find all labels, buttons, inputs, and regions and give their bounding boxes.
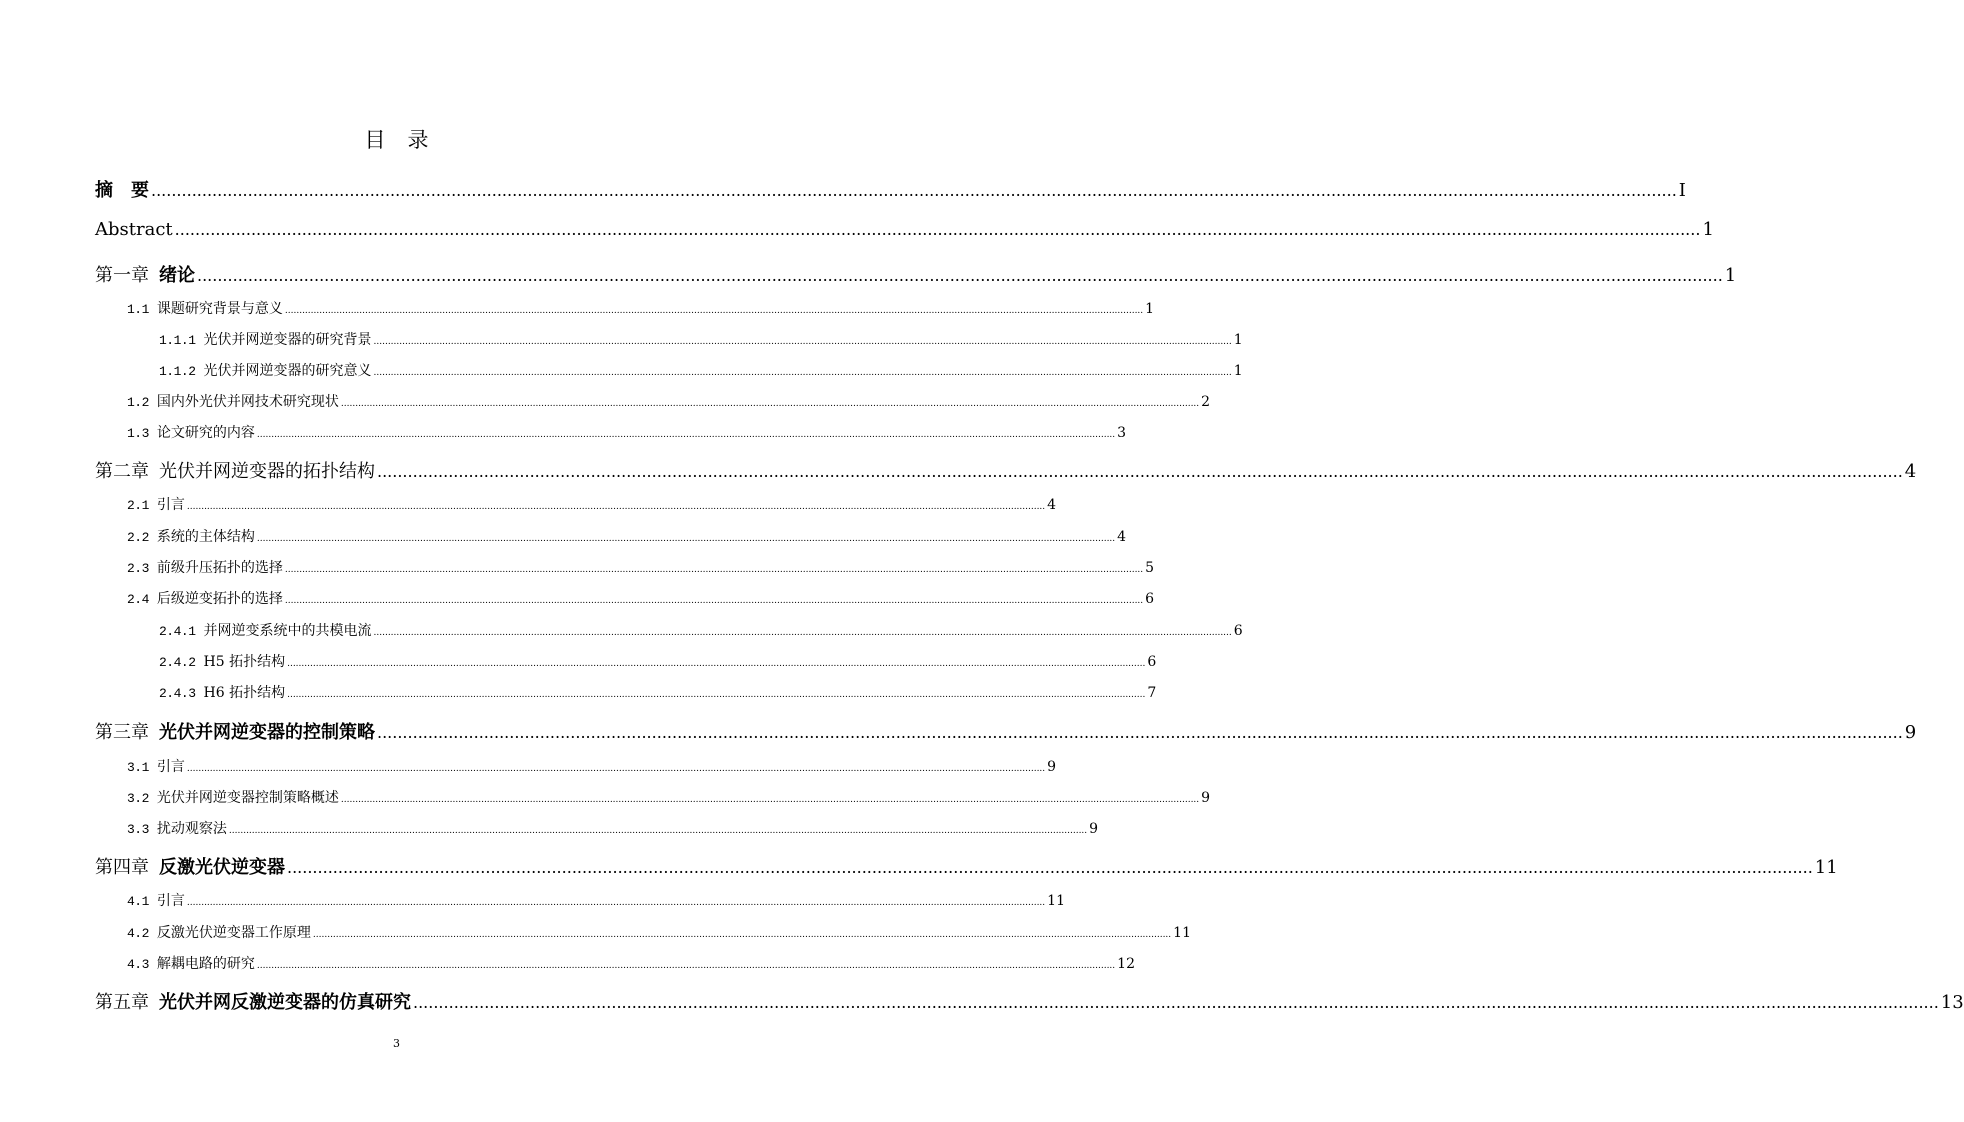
toc-entry-text: 扰动观察法 xyxy=(156,821,227,837)
toc-leader-dots: ............................................................................................................................................................................................................................................................................................................ xyxy=(284,306,1144,316)
toc-page-number: 11 xyxy=(1173,925,1191,941)
toc-entry-label xyxy=(95,176,149,202)
toc-leader-dots: ............................................................................................................................................................................................................................................................................................................ xyxy=(284,596,1144,606)
toc-entry-text: H5 拓扑结构 xyxy=(203,654,286,670)
toc-entry-text: 光伏并网逆变器的控制策略 xyxy=(159,722,375,743)
toc-entry-number: 3.1 xyxy=(127,760,149,775)
toc-entry[interactable] xyxy=(127,391,1211,411)
toc-entry-text: 光伏并网逆变器的研究意义 xyxy=(203,363,372,379)
toc-entry[interactable] xyxy=(127,494,1057,514)
toc-entry-number: 第一章 xyxy=(95,265,149,286)
toc-entry[interactable] xyxy=(127,422,1127,442)
toc-entry-label xyxy=(127,953,255,973)
toc-leader-dots: ............................................................................................................................................................................................................................................................................................................ xyxy=(228,826,1088,836)
toc-entry-number: 3.3 xyxy=(127,822,149,837)
toc-entry-text: Abstract xyxy=(95,219,173,240)
toc-entry[interactable] xyxy=(127,557,1155,577)
toc-entry[interactable] xyxy=(127,298,1155,318)
toc-entry[interactable] xyxy=(159,651,1157,671)
toc-title: 目录 xyxy=(364,128,451,152)
toc-leader-dots: ............................................................................................................................................................................................................................................................................................................ xyxy=(256,430,1116,440)
toc-page-number: 9 xyxy=(1904,722,1917,743)
toc-leader-dots: ............................................................................................................................................................................................................................................................................................................ xyxy=(256,961,1116,971)
toc-page-number: 5 xyxy=(1145,560,1155,576)
toc-entry-label xyxy=(159,329,372,349)
toc-page-number: 6 xyxy=(1147,654,1157,670)
toc-entry[interactable] xyxy=(127,818,1099,838)
toc-leader-dots: ............................................................................................................................................................................................................................................................................................................ xyxy=(256,534,1116,544)
toc-page-number: 1 xyxy=(1233,332,1243,348)
toc-entry-number: 1.3 xyxy=(127,426,149,441)
page-number: 3 xyxy=(393,1037,400,1050)
toc-leader-dots: ............................................................................................................................................................................................................................................................................................................ xyxy=(151,181,1677,200)
toc-entry-label xyxy=(127,588,283,608)
toc-entry-text: 后级逆变拓扑的选择 xyxy=(156,591,283,607)
toc-entry-text: 解耦电路的研究 xyxy=(156,956,255,972)
toc-page-number: 11 xyxy=(1047,893,1065,909)
toc-page-number: 9 xyxy=(1047,759,1057,775)
toc-entry-label xyxy=(159,682,285,702)
toc-entry-text: 光伏并网反激逆变器的仿真研究 xyxy=(159,992,411,1013)
toc-entry-label xyxy=(159,360,372,380)
toc-page-number: 9 xyxy=(1089,821,1099,837)
toc-page-number: I xyxy=(1678,180,1686,201)
toc-entry-label xyxy=(127,756,185,776)
toc-leader-dots: ............................................................................................................................................................................................................................................................................................................ xyxy=(340,399,1200,409)
toc-page-number: 1 xyxy=(1145,301,1155,317)
toc-leader-dots: ............................................................................................................................................................................................................................................................................................................ xyxy=(340,795,1200,805)
toc-entry-text: 摘 要 xyxy=(95,180,149,201)
toc-entry[interactable] xyxy=(127,526,1127,546)
toc-page-number: 1 xyxy=(1702,219,1714,240)
toc-page-number: 2 xyxy=(1201,394,1211,410)
toc-entry-number: 1.2 xyxy=(127,395,149,410)
toc-entry-number: 1.1.2 xyxy=(159,364,196,379)
toc-entry-label xyxy=(95,261,195,287)
toc-page-number: 3 xyxy=(1117,425,1127,441)
toc-entry-text: 论文研究的内容 xyxy=(156,425,255,441)
toc-entry-text: 反激光伏逆变器工作原理 xyxy=(156,925,311,941)
toc-entry-text: 光伏并网逆变器的拓扑结构 xyxy=(159,461,375,482)
toc-entry-number: 4.2 xyxy=(127,926,149,941)
toc-entry-text: 引言 xyxy=(156,893,185,909)
toc-entry-text: 光伏并网逆变器控制策略概述 xyxy=(156,790,339,806)
toc-page-number: 6 xyxy=(1145,591,1155,607)
toc-entry-label xyxy=(95,988,411,1014)
toc-page-number: 1 xyxy=(1724,265,1737,286)
toc-entry-text: 引言 xyxy=(156,759,185,775)
toc-leader-dots: ............................................................................................................................................................................................................................................................................................................ xyxy=(186,764,1046,774)
toc-entry-label xyxy=(95,718,375,744)
toc-leader-dots: ............................................................................................................................................................................................................................................................................................................ xyxy=(186,502,1046,512)
toc-entry-number: 4.3 xyxy=(127,957,149,972)
toc-entry-label xyxy=(127,922,311,942)
toc-entry-label xyxy=(159,620,372,640)
toc-page-number: 1 xyxy=(1233,363,1243,379)
toc-entry-text: H6 拓扑结构 xyxy=(203,685,286,701)
toc-leader-dots: ............................................................................................................................................................................................................................................................................................................ xyxy=(284,565,1144,575)
toc-leader-dots: ............................................................................................................................................................................................................................................................................................................ xyxy=(377,462,1903,481)
toc-entry-label xyxy=(127,787,339,807)
toc-entry-number: 2.4.1 xyxy=(159,624,196,639)
toc-leader-dots: ............................................................................................................................................................................................................................................................................................................ xyxy=(377,723,1903,742)
toc-entry-label xyxy=(127,526,255,546)
toc-entry-number: 3.2 xyxy=(127,791,149,806)
toc-entry-number: 4.1 xyxy=(127,894,149,909)
toc-leader-dots: ............................................................................................................................................................................................................................................................................................................ xyxy=(287,858,1813,877)
toc-entry[interactable] xyxy=(159,620,1243,640)
toc-entry-number: 2.1 xyxy=(127,498,149,513)
toc-entry[interactable] xyxy=(127,953,1135,973)
toc-entry-number: 2.4 xyxy=(127,592,149,607)
toc-leader-dots: ............................................................................................................................................................................................................................................................................................................ xyxy=(373,368,1232,378)
toc-entry-number: 第五章 xyxy=(95,992,149,1013)
toc-leader-dots: ............................................................................................................................................................................................................................................................................................................ xyxy=(312,930,1172,940)
toc-entry-number: 2.3 xyxy=(127,561,149,576)
toc-page-number: 4 xyxy=(1904,461,1917,482)
toc-leader-dots: ............................................................................................................................................................................................................................................................................................................ xyxy=(197,266,1723,285)
toc-entry[interactable] xyxy=(159,682,1157,702)
toc-page-number: 12 xyxy=(1117,956,1135,972)
toc-entry-label xyxy=(127,298,283,318)
toc-entry-text: 国内外光伏并网技术研究现状 xyxy=(156,394,339,410)
toc-entry-label xyxy=(127,422,255,442)
toc-leader-dots: ............................................................................................................................................................................................................................................................................................................ xyxy=(186,898,1046,908)
toc-entry-label xyxy=(95,853,285,879)
toc-entry-label xyxy=(127,818,227,838)
toc-entry-number: 第三章 xyxy=(95,722,149,743)
toc-page-number: 7 xyxy=(1147,685,1157,701)
toc-leader-dots: ............................................................................................................................................................................................................................................................................................................ xyxy=(413,993,1939,1012)
toc-entry[interactable] xyxy=(127,787,1211,807)
toc-entry-number: 第四章 xyxy=(95,857,149,878)
toc-page-number: 9 xyxy=(1201,790,1211,806)
toc-entry[interactable] xyxy=(159,360,1243,380)
toc-entry[interactable] xyxy=(95,457,1917,483)
toc-entry[interactable] xyxy=(127,756,1057,776)
toc-entry-label xyxy=(127,494,185,514)
toc-page-number: 6 xyxy=(1233,623,1243,639)
toc-entry[interactable] xyxy=(95,176,1686,202)
toc-entry-text: 并网逆变系统中的共模电流 xyxy=(203,623,372,639)
toc-entry[interactable] xyxy=(127,890,1065,910)
toc-entry-label xyxy=(159,651,285,671)
toc-entry-text: 课题研究背景与意义 xyxy=(156,301,283,317)
toc-entry[interactable] xyxy=(127,922,1191,942)
toc-page-number: 4 xyxy=(1117,529,1127,545)
toc-entry[interactable] xyxy=(95,988,1964,1014)
toc-page-number: 13 xyxy=(1940,992,1964,1013)
toc-entry[interactable] xyxy=(95,219,1714,240)
toc-entry-number: 1.1 xyxy=(127,302,149,317)
toc-entry[interactable] xyxy=(95,853,1838,879)
toc-page-number: 11 xyxy=(1814,857,1838,878)
toc-entry-number: 第二章 xyxy=(95,461,149,482)
toc-entry-label xyxy=(95,219,173,240)
toc-entry-text: 光伏并网逆变器的研究背景 xyxy=(203,332,372,348)
toc-leader-dots: ............................................................................................................................................................................................................................................................................................................ xyxy=(373,337,1232,347)
toc-page-number: 4 xyxy=(1047,497,1057,513)
toc-entry[interactable] xyxy=(127,588,1155,608)
toc-entry-text: 反激光伏逆变器 xyxy=(159,857,285,878)
toc-entry-text: 引言 xyxy=(156,497,185,513)
toc-leader-dots: ............................................................................................................................................................................................................................................................................................................ xyxy=(373,628,1232,638)
toc-entry-text: 系统的主体结构 xyxy=(156,529,255,545)
toc-entry-number: 1.1.1 xyxy=(159,333,196,348)
toc-entry-number: 2.4.3 xyxy=(159,686,196,701)
toc-entry[interactable] xyxy=(95,718,1917,744)
toc-leader-dots: ............................................................................................................................................................................................................................................................................................................ xyxy=(287,659,1146,669)
toc-entry[interactable] xyxy=(95,261,1737,287)
toc-entry-text: 绪论 xyxy=(159,265,195,286)
toc-entry-text: 前级升压拓扑的选择 xyxy=(156,560,283,576)
toc-entry-label xyxy=(95,457,375,483)
toc-entry-label xyxy=(127,557,283,577)
toc-leader-dots: ............................................................................................................................................................................................................................................................................................................ xyxy=(287,690,1146,700)
toc-entry-number: 2.2 xyxy=(127,530,149,545)
toc-entry-label xyxy=(127,391,339,411)
toc-entry[interactable] xyxy=(159,329,1243,349)
toc-entry-number: 2.4.2 xyxy=(159,655,196,670)
toc-entry-label xyxy=(127,890,185,910)
toc-leader-dots: ............................................................................................................................................................................................................................................................................................................ xyxy=(174,220,1701,239)
